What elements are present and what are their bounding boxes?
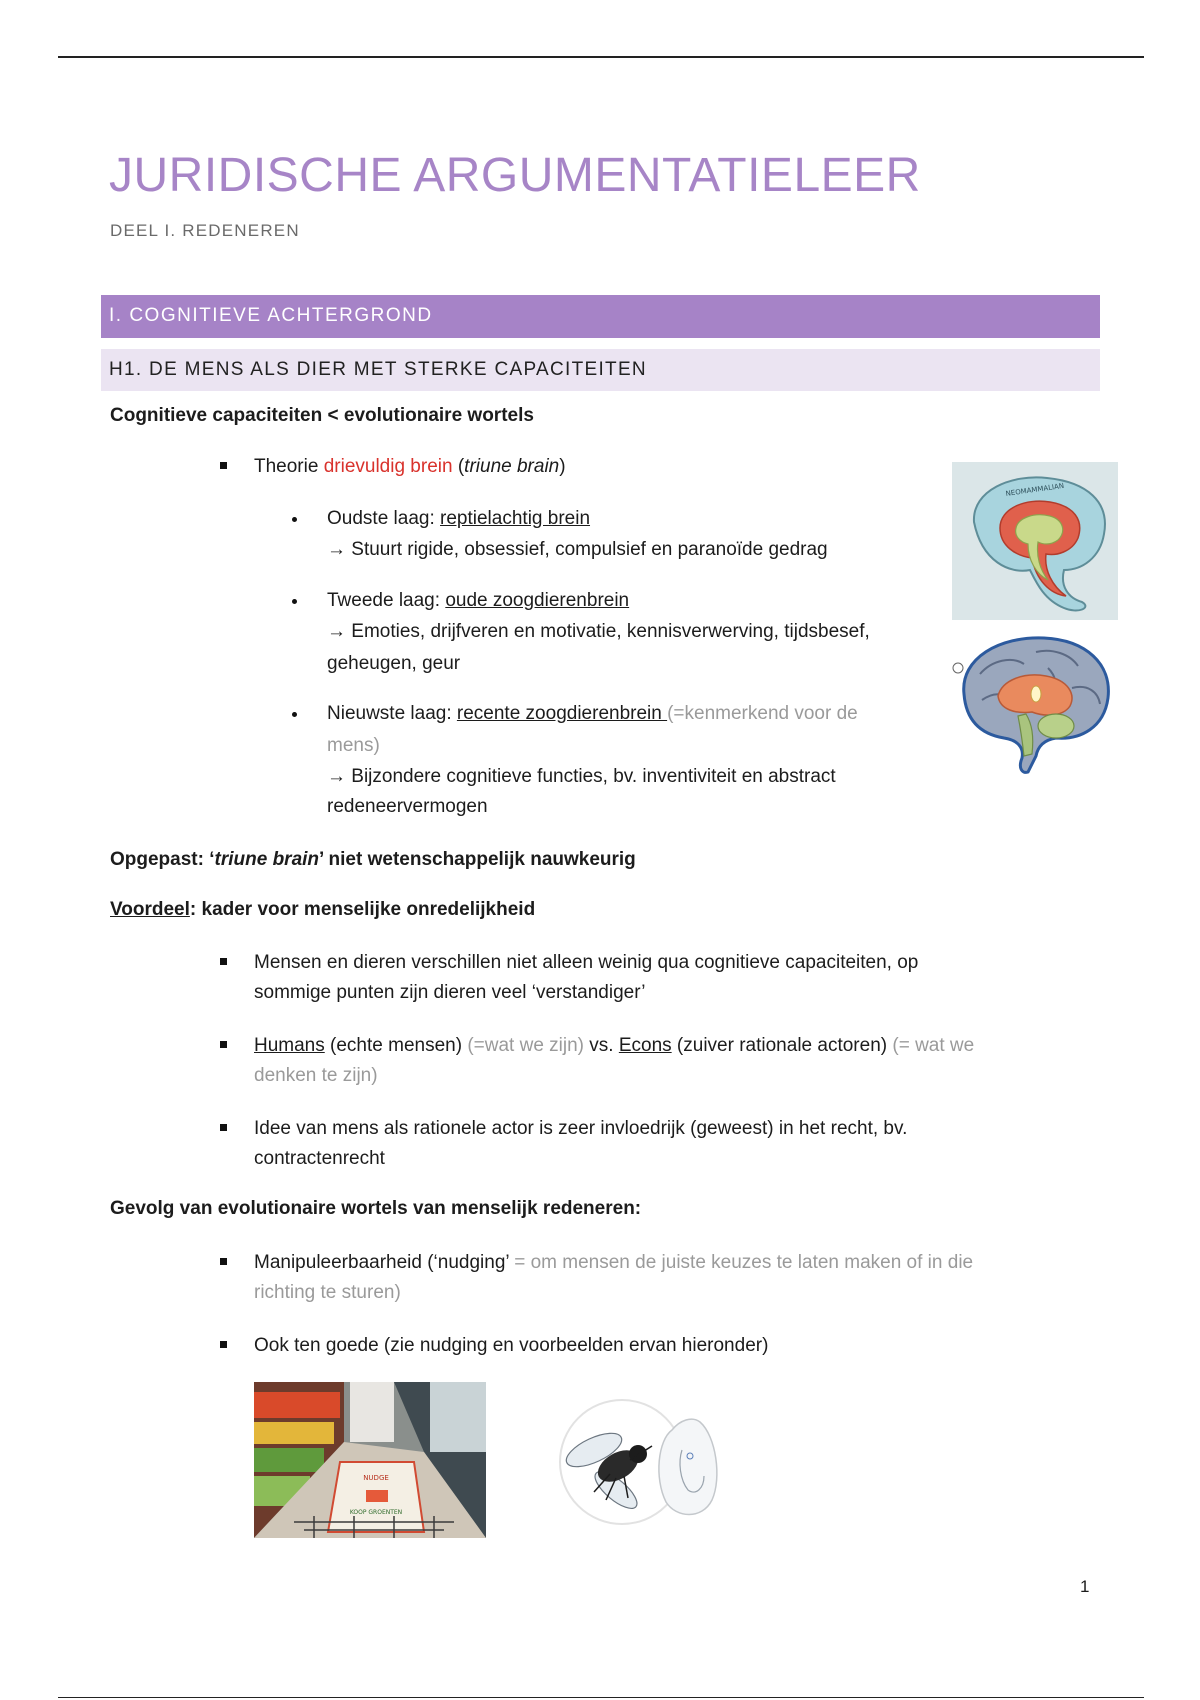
layer-2-arrow-1: → Emoties, drijfveren en motivatie, kennisverwerving, tijdsbesef, [327,621,870,642]
section-heading: I. COGNITIEVE ACHTERGROND [101,295,1100,338]
layer-1-term: reptielachtig brein [440,508,591,529]
nudging-note-1: = om mensen de juiste keuzes te laten maken of in die [514,1252,974,1273]
layer-3-arrow-1: → Bijzondere cognitieve functies, bv. inventiviteit en abstract [327,766,836,787]
caution-prefix: Opgepast: ‘ [110,849,215,870]
bullet-dot [292,517,297,522]
advantage-bullet-3-line-2: contractenrecht [254,1148,385,1169]
humans-econs-line [254,1030,974,1061]
bullet-square [220,1341,227,1348]
layer-2-prefix: Tweede laag: [327,590,446,611]
supermarket-nudge-photo [254,1382,486,1538]
layer-3-note-2: mens) [327,735,380,756]
layer-1-prefix: Oudste laag: [327,508,441,529]
caution-suffix: ’ niet wetenschappelijk nauwkeurig [319,849,636,870]
triune-brain-diagram [952,462,1118,620]
theory-prefix: Theorie [254,456,324,477]
nudging-line [254,1247,973,1278]
layer-2-term: oude zoogdierenbrein [445,590,630,611]
advantage-bullet-3-line-1: Idee van mens als rationele actor is zeer invloedrijk (geweest) in het recht, bv. [254,1118,908,1139]
econs-note-2: denken te zijn) [254,1065,378,1086]
econs-term: Econs [618,1035,672,1056]
bullet-square [220,958,227,965]
bullet-square [220,462,227,469]
advantage-label: Voordeel [110,899,190,920]
layer-2-line [327,585,629,616]
econs-note-1: (= wat we [892,1035,975,1056]
brain-cross-section-illustration [952,628,1118,776]
bullet-square [220,1041,227,1048]
econs-desc: (zuiver rationale actoren) [671,1035,893,1056]
bullet-square [220,1258,227,1265]
advantage-bullet-1-line-1: Mensen en dieren verschillen niet alleen weinig qua cognitieve capaciteiten, op [254,952,919,973]
layer-3-prefix: Nieuwste laag: [327,703,457,724]
theory-line [254,451,566,482]
caution-term: triune brain [214,849,320,870]
advantage-rest: : kader voor menselijke onredelijkheid [189,899,536,920]
caution-line [110,844,636,875]
bullet-square [220,1124,227,1131]
chapter-heading: H1. DE MENS ALS DIER MET STERKE CAPACITEITEN [101,349,1100,391]
bottom-rule [58,1697,1144,1698]
theory-paren-close: ) [559,456,566,477]
layer-3-note-1: (=kenmerkend voor de [667,703,858,724]
bullet-dot [292,712,297,717]
advantage-heading [110,894,535,925]
document-subtitle: DEEL I. REDENEREN [110,221,300,240]
layer-3-arrow-2: redeneervermogen [327,796,488,817]
top-rule [58,56,1144,58]
bullet-dot [292,599,297,604]
nudging-note-2: richting te sturen) [254,1282,401,1303]
humans-note: (=wat we zijn) [467,1035,584,1056]
theory-term: drievuldig brein [323,456,453,477]
nudge-sign-text-1: NUDGE [363,1474,389,1482]
theory-paren-open: ( [452,456,465,477]
advantage-bullet-1-line-2: sommige punten zijn dieren veel ‘verstandiger’ [254,982,646,1003]
page-number: 1 [1080,1577,1090,1596]
consequence-heading: Gevolg van evolutionaire wortels van menselijk redeneren: [110,1198,642,1219]
for-good-line: Ook ten goede (zie nudging en voorbeelden ervan hieronder) [254,1335,769,1356]
layer-3-term: recente zoogdierenbrein [456,703,668,724]
urinal-fly-illustration [554,1396,724,1526]
cognitive-heading: Cognitieve capaciteiten < evolutionaire wortels [110,405,534,426]
humans-desc: (echte mensen) [324,1035,468,1056]
theory-english: triune brain [464,456,560,477]
document-title: JURIDISCHE ARGUMENTATIELEER [109,149,921,202]
vs-text: vs. [584,1035,619,1056]
layer-2-arrow-2: geheugen, geur [327,653,461,674]
nudge-sign-text-2: KOOP GROENTEN [349,1509,403,1516]
humans-term: Humans [254,1035,325,1056]
nudging-main: Manipuleerbaarheid (‘nudging’ [254,1252,515,1273]
layer-1-line [327,503,590,534]
brain-diagram-label: NEOMAMMALIAN [1005,481,1065,498]
layer-3-line [327,698,858,729]
layer-1-arrow: → Stuurt rigide, obsessief, compulsief en paranoïde gedrag [327,539,828,560]
